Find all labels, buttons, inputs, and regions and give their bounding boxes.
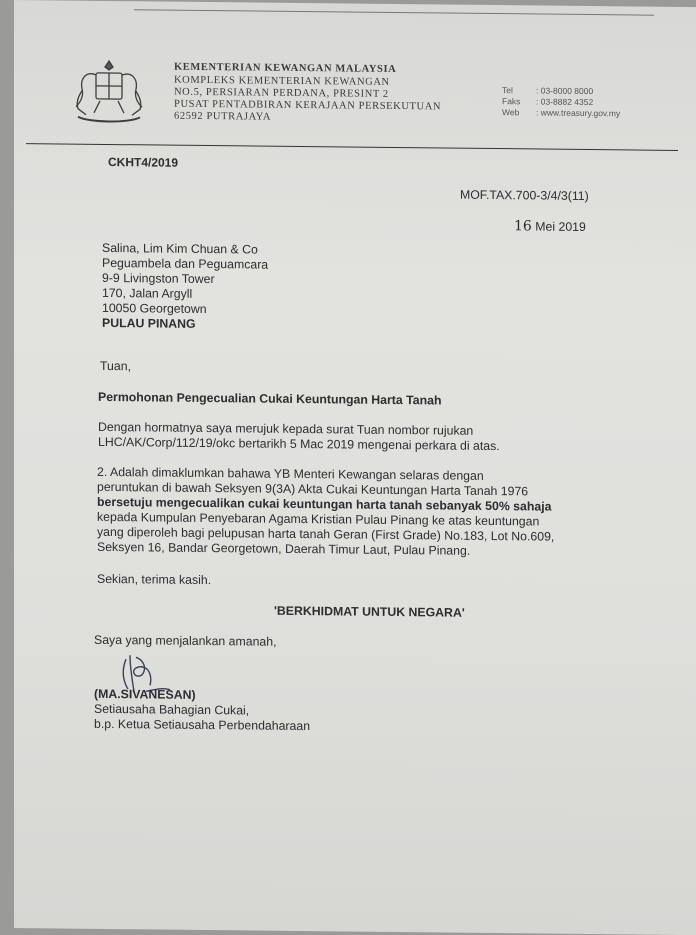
web-label: Web xyxy=(502,107,519,117)
paragraph-1-line-1: Dengan hormatnya saya merujuk kepada surat Tuan nombor rujukan xyxy=(98,420,473,438)
address-line-4: 62592 PUTRAJAYA xyxy=(174,111,271,123)
recipient-line-5: 10050 Georgetown xyxy=(102,301,207,316)
paragraph-2-line-5: yang diperoleh bagi pelupusan harta tanah Geran (First Grade) No.183, Lot No.609, xyxy=(97,525,554,544)
date-month-year: Mei 2019 xyxy=(535,219,586,234)
salutation: Tuan, xyxy=(100,359,131,373)
closing-line: Sekian, terima kasih. xyxy=(97,572,211,587)
recipient-line-3: 9-9 Livingston Tower xyxy=(102,271,215,286)
paragraph-1-line-2: LHC/AK/Corp/112/19/okc bertarikh 5 Mac 2019 mengenai perkara di atas. xyxy=(98,435,500,453)
coat-of-arms-icon xyxy=(64,57,154,130)
paragraph-2-line-3: bersetuju mengecualikan cukai keuntungan harta tanah sebanyak 50% sahaja xyxy=(97,495,551,514)
ministry-name: KEMENTERIAN KEWANGAN MALAYSIA xyxy=(174,62,396,75)
letter-page xyxy=(14,0,696,935)
recipient-line-4: 170, Jalan Argyll xyxy=(102,286,192,301)
top-edge-line xyxy=(134,9,654,15)
web-value: : www.treasury.gov.my xyxy=(536,107,620,118)
fax-label: Faks xyxy=(502,96,520,106)
file-reference: MOF.TAX.700-3/4/3(11) xyxy=(460,188,589,203)
subject-line: Permohonan Pengecualian Cukai Keuntungan Harta Tanah xyxy=(98,390,441,408)
ref-code: CKHT4/2019 xyxy=(108,155,178,170)
signatory-name: (MA.SIVANESAN) xyxy=(94,687,196,702)
paragraph-2-line-4: kepada Kumpulan Penyebaran Agama Kristian Pulau Pinang ke atas keuntungan xyxy=(97,510,539,529)
paragraph-2-line-1: 2. Adalah dimaklumkan bahawa YB Menteri Kewangan selaras dengan xyxy=(97,465,484,483)
motto: 'BERKHIDMAT UNTUK NEGARA' xyxy=(274,604,465,620)
address-line-1: KOMPLEKS KEMENTERIAN KEWANGAN xyxy=(174,75,390,88)
address-line-3: PUSAT PENTADBIRAN KERAJAAN PERSEKUTUAN xyxy=(174,99,441,113)
header-divider xyxy=(26,143,678,151)
letter-date xyxy=(514,218,586,235)
paragraph-2-line-6: Seksyen 16, Bandar Georgetown, Daerah Timur Laut, Pulau Pinang. xyxy=(97,540,470,558)
date-day-handwritten: 16 xyxy=(514,218,532,234)
tel-label: Tel xyxy=(502,85,513,95)
recipient-line-6: PULAU PINANG xyxy=(102,316,196,331)
signoff-line: Saya yang menjalankan amanah, xyxy=(94,633,277,649)
paragraph-2-line-2: peruntukan di bawah Seksyen 9(3A) Akta Cukai Keuntungan Harta Tanah 1976 xyxy=(97,480,528,499)
signatory-title: Setiausaha Bahagian Cukai, xyxy=(94,702,249,718)
recipient-line-2: Peguambela dan Peguamcara xyxy=(102,256,268,272)
recipient-line-1: Salina, Lim Kim Chuan & Co xyxy=(102,241,258,257)
address-line-2: NO.5, PERSIARAN PERDANA, PRESINT 2 xyxy=(174,87,389,100)
signatory-on-behalf: b.p. Ketua Setiausaha Perbendaharaan xyxy=(94,717,310,733)
tel-value: : 03-8000 8000 xyxy=(536,85,593,96)
fax-value: : 03-8882 4352 xyxy=(536,96,593,107)
